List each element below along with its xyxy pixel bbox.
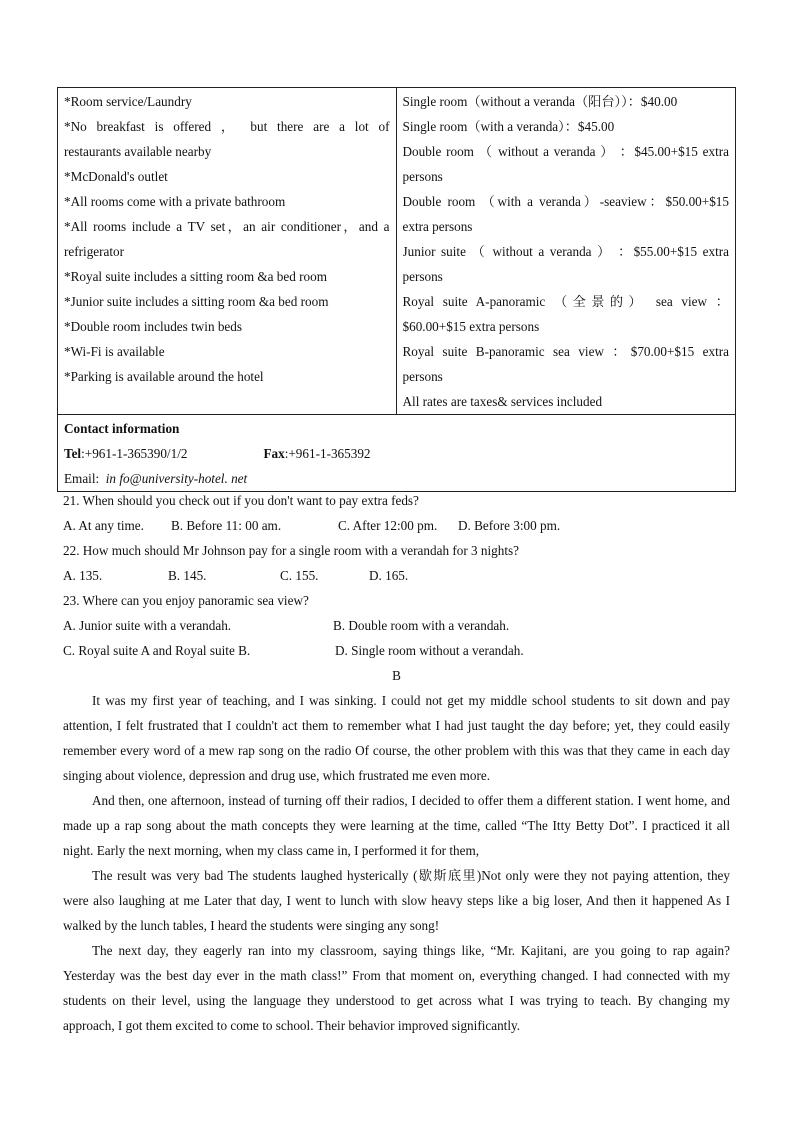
feature-line: *Room service/Laundry (64, 94, 192, 109)
phone-fax-line (64, 441, 729, 466)
rate-line: Single room（with a veranda）：$45.00 (402, 119, 615, 134)
hotel-info-table (57, 87, 736, 492)
feature-line: refrigerator (64, 244, 125, 259)
feature-line: *No breakfast is offered ， but there are a lot of (64, 119, 390, 134)
rate-line: Junior suite （ without a veranda ） ：$55.00+$15 extra (402, 244, 729, 259)
feature-line: *Wi-Fi is available (64, 344, 165, 359)
feature-line: *Royal suite includes a sitting room &a bed room (64, 269, 327, 284)
contact-heading-text: Contact information (64, 421, 180, 436)
option-d[interactable]: D. Before 3:00 pm. (458, 518, 561, 533)
rate-line: extra persons (402, 219, 473, 234)
rate-line: persons (402, 169, 443, 184)
fax-label: Fax (263, 446, 285, 461)
option-c[interactable]: C. Royal suite A and Royal suite B. (63, 643, 251, 658)
questions-block (63, 488, 743, 663)
fax-value: :+961-1-365392 (284, 446, 371, 461)
rate-line: Royal suite B-panoramic sea view ：$70.00+$15 extra (402, 344, 729, 359)
tel-value: :+961-1-365390/1/2 (81, 446, 188, 461)
rate-line: persons (402, 269, 443, 284)
contact-heading (64, 416, 729, 441)
option-c[interactable]: C. After 12:00 pm. (338, 518, 438, 533)
section-b-heading: B (392, 668, 401, 683)
option-a[interactable]: A. Junior suite with a verandah. (63, 618, 232, 633)
option-b[interactable]: B. 145. (168, 568, 207, 583)
email-value[interactable]: in fo@university-hotel. net (105, 471, 248, 486)
option-b[interactable]: B. Before 11: 00 am. (171, 518, 282, 533)
question-21-stem: 21. When should you check out if you don't want to pay extra feds? (63, 493, 419, 508)
rate-line: persons (402, 369, 443, 384)
rate-line: Single room（without a veranda（阳台））：$40.00 (402, 94, 678, 109)
section-b (63, 663, 730, 1038)
option-c[interactable]: C. 155. (280, 568, 319, 583)
passage-paragraph: It was my first year of teaching, and I was sinking. I could not get my middle school students to sit down and pay attention, I felt frustrated that I couldn't act them to remember what I had just taught the day before; yet, they could easily remember every word of a mew rap song on the radio Of course, the other problem with this was that they came in each day singing about violence, depression and drug use, which frustrated me even more. (63, 693, 730, 783)
question-23-options-row2 (63, 638, 743, 663)
feature-line: *Double room includes twin beds (64, 319, 243, 334)
rates-cell (397, 88, 736, 414)
question-23-stem: 23. Where can you enjoy panoramic sea view? (63, 593, 309, 608)
passage-paragraph: The result was very bad The students laughed hysterically (歇斯底里)Not only were they not paying attention, they were also laughing at me Later that day, I went to lunch with slow heavy steps like a big loser, And then it happened As I walked by the lunch tables, I heard the students were singing any song! (63, 868, 730, 933)
option-a[interactable]: A. 135. (63, 568, 103, 583)
features-cell (58, 88, 397, 414)
email-label: Email: (64, 471, 100, 486)
question-23-options-row1 (63, 613, 743, 638)
passage-paragraph: And then, one afternoon, instead of turning off their radios, I decided to offer them a different station. I went home, and made up a rap song about the math concepts they were learning at the time, called “The Itty Betty Dot”. I practiced it all night. Early the next morning, when my class came in, I performed it for them, (63, 793, 730, 858)
feature-line: *All rooms include a TV set，an air conditioner，and a (64, 219, 390, 234)
feature-line: *Parking is available around the hotel (64, 369, 264, 384)
contact-cell (58, 415, 735, 491)
question-22-options (63, 563, 743, 588)
option-a[interactable]: A. At any time. (63, 518, 144, 533)
rate-line: All rates are taxes& services included (402, 394, 603, 409)
passage-paragraph: The next day, they eagerly ran into my classroom, saying things like, “Mr. Kajitani, are you going to rap again? Yesterday was the best day ever in the math class!” From that moment on, everything changed. I had connected with my students on their level, using the language they understood to get across what I was trying to teach. By changing my approach, I got them excited to come to school. Their behavior improved significantly. (63, 943, 730, 1033)
feature-line: *Junior suite includes a sitting room &a bed room (64, 294, 329, 309)
rate-line: Double room （ without a veranda ） ：$45.00+$15 extra (402, 144, 729, 159)
option-b[interactable]: B. Double room with a verandah. (333, 618, 510, 633)
feature-line: *All rooms come with a private bathroom (64, 194, 286, 209)
question-21-options (63, 513, 743, 538)
rate-line: $60.00+$15 extra persons (402, 319, 540, 334)
question-22-stem: 22. How much should Mr Johnson pay for a single room with a verandah for 3 nights? (63, 543, 519, 558)
rate-line: Double room （with a veranda）-seaview：$50.00+$15 (402, 194, 729, 209)
tel-label: Tel (64, 446, 82, 461)
option-d[interactable]: D. 165. (369, 568, 409, 583)
feature-line: restaurants available nearby (64, 144, 212, 159)
rate-line: Royal suite A-panoramic （全景的） sea view ： (402, 294, 729, 309)
option-d[interactable]: D. Single room without a verandah. (335, 643, 524, 658)
feature-line: *McDonald's outlet (64, 169, 168, 184)
table-row-features-rates (58, 88, 735, 415)
